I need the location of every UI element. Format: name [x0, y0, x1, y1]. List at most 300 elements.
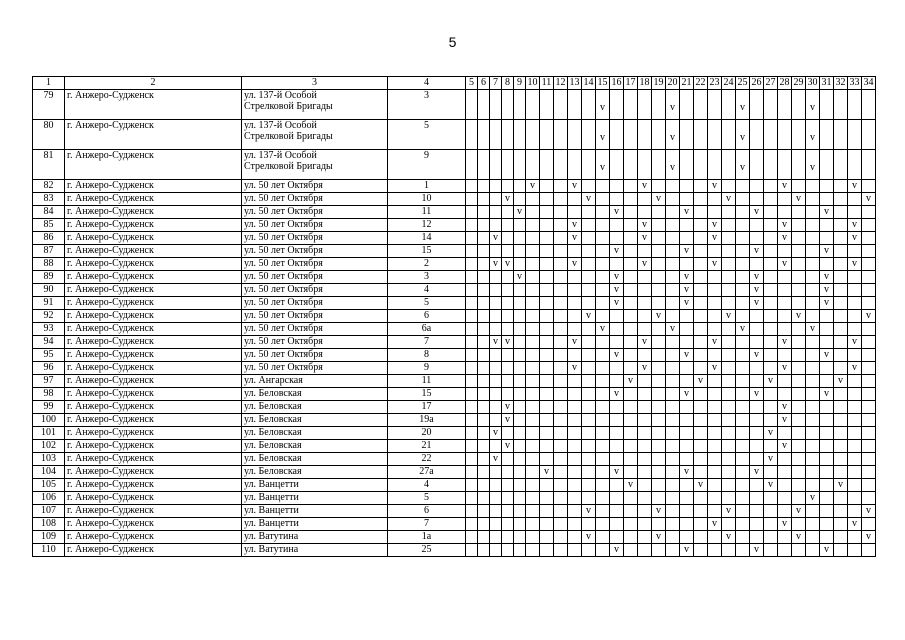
day-cell-30	[806, 150, 820, 180]
day-cell-24	[722, 362, 736, 375]
day-cell-27	[764, 284, 778, 297]
check-mark: v	[684, 349, 689, 360]
table-row	[33, 271, 876, 284]
day-cell-11	[540, 453, 554, 466]
day-cell-10	[526, 258, 540, 271]
day-cell-5	[466, 323, 478, 336]
row-number: 109	[33, 531, 65, 544]
day-cell-19	[652, 388, 666, 401]
day-cell-6	[478, 453, 490, 466]
street-cell	[242, 466, 388, 479]
day-cell-14	[582, 336, 596, 349]
day-cell-27	[764, 427, 778, 440]
row-number: 98	[33, 388, 65, 401]
check-mark: v	[684, 388, 689, 399]
day-cell-25	[736, 232, 750, 245]
day-cell-15	[596, 492, 610, 505]
check-mark: v	[698, 479, 703, 490]
day-cell-30	[806, 466, 820, 479]
column-header-21: 21	[681, 77, 692, 88]
day-cell-33	[848, 271, 862, 284]
day-cell-13	[568, 362, 582, 375]
day-cell-5	[466, 505, 478, 518]
check-mark: v	[726, 531, 731, 542]
day-cell-30	[806, 120, 820, 150]
street-line: ул. 50 лет Октября	[244, 206, 323, 217]
city-cell: г. Анжеро-Судженск	[65, 505, 242, 518]
day-cell-32	[834, 284, 848, 297]
day-cell-15	[596, 90, 610, 120]
check-mark: v	[754, 466, 759, 477]
day-cell-31	[820, 90, 834, 120]
day-cell-19	[652, 232, 666, 245]
day-cell-9	[514, 193, 526, 206]
day-cell-30	[806, 193, 820, 206]
street-cell	[242, 388, 388, 401]
city-cell: г. Анжеро-Судженск	[65, 479, 242, 492]
street-cell	[242, 505, 388, 518]
day-cell-12	[554, 180, 568, 193]
day-cell-34	[862, 336, 876, 349]
column-header-26: 26	[751, 77, 762, 88]
day-cell-14	[582, 440, 596, 453]
column-header-23: 23	[709, 77, 720, 88]
day-cell-11	[540, 271, 554, 284]
day-cell-24	[722, 90, 736, 120]
day-cell-8	[502, 440, 514, 453]
check-mark: v	[493, 258, 498, 269]
day-cell-29	[792, 193, 806, 206]
street-line: ул. 50 лет Октября	[244, 232, 323, 243]
city-cell: г. Анжеро-Судженск	[65, 362, 242, 375]
day-cell-14	[582, 388, 596, 401]
day-cell-22	[694, 401, 708, 414]
check-mark: v	[614, 297, 619, 308]
check-mark: v	[614, 388, 619, 399]
day-cell-13	[568, 258, 582, 271]
table-row	[33, 284, 876, 297]
day-cell-8	[502, 297, 514, 310]
day-cell-14	[582, 492, 596, 505]
day-cell-26	[750, 466, 764, 479]
row-number: 82	[33, 180, 65, 193]
day-cell-14	[582, 375, 596, 388]
day-cell-9	[514, 414, 526, 427]
day-cell-33	[848, 427, 862, 440]
day-cell-13	[568, 388, 582, 401]
day-cell-21	[680, 193, 694, 206]
day-cell-9	[514, 336, 526, 349]
house-number-cell: 2	[388, 258, 466, 271]
check-mark: v	[530, 180, 535, 191]
house-number-cell: 27а	[388, 466, 466, 479]
day-cell-23	[708, 120, 722, 150]
day-cell-21	[680, 466, 694, 479]
day-cell-27	[764, 440, 778, 453]
check-mark: v	[740, 102, 745, 113]
day-cell-5	[466, 120, 478, 150]
day-cell-16	[610, 150, 624, 180]
day-cell-25	[736, 323, 750, 336]
day-cell-22	[694, 544, 708, 557]
day-cell-5	[466, 388, 478, 401]
check-mark: v	[517, 206, 522, 217]
day-cell-19	[652, 375, 666, 388]
day-cell-18	[638, 284, 652, 297]
day-cell-17	[624, 362, 638, 375]
day-cell-15	[596, 245, 610, 258]
day-cell-12	[554, 284, 568, 297]
day-cell-15	[596, 206, 610, 219]
day-cell-6	[478, 150, 490, 180]
day-cell-10	[526, 401, 540, 414]
day-cell-29	[792, 375, 806, 388]
day-cell-18	[638, 375, 652, 388]
day-cell-31	[820, 349, 834, 362]
day-cell-30	[806, 336, 820, 349]
check-mark: v	[754, 349, 759, 360]
day-cell-34	[862, 401, 876, 414]
check-mark: v	[684, 466, 689, 477]
house-number-cell: 6а	[388, 323, 466, 336]
day-cell-30	[806, 349, 820, 362]
day-cell-14	[582, 297, 596, 310]
street-cell	[242, 518, 388, 531]
day-cell-22	[694, 427, 708, 440]
check-mark: v	[754, 297, 759, 308]
street-line: ул. Ванцетти	[244, 518, 299, 529]
check-mark: v	[852, 180, 857, 191]
day-cell-5	[466, 310, 478, 323]
day-cell-18	[638, 219, 652, 232]
day-cell-28	[778, 258, 792, 271]
day-cell-18	[638, 505, 652, 518]
day-cell-7	[490, 466, 502, 479]
day-cell-8	[502, 90, 514, 120]
day-cell-8	[502, 219, 514, 232]
street-cell	[242, 375, 388, 388]
day-cell-34	[862, 232, 876, 245]
day-cell-20	[666, 258, 680, 271]
day-cell-11	[540, 120, 554, 150]
check-mark: v	[642, 180, 647, 191]
check-mark: v	[684, 271, 689, 282]
day-cell-10	[526, 150, 540, 180]
day-cell-14	[582, 219, 596, 232]
day-cell-14	[582, 271, 596, 284]
day-cell-30	[806, 297, 820, 310]
day-cell-16	[610, 466, 624, 479]
table-row	[33, 258, 876, 271]
day-cell-7	[490, 518, 502, 531]
day-cell-20	[666, 492, 680, 505]
row-number: 104	[33, 466, 65, 479]
street-cell	[242, 427, 388, 440]
day-cell-12	[554, 518, 568, 531]
day-cell-18	[638, 466, 652, 479]
day-cell-26	[750, 245, 764, 258]
day-cell-21	[680, 310, 694, 323]
city-cell: г. Анжеро-Судженск	[65, 310, 242, 323]
table-row	[33, 193, 876, 206]
day-cell-17	[624, 219, 638, 232]
day-cell-17	[624, 440, 638, 453]
day-cell-15	[596, 258, 610, 271]
day-cell-5	[466, 466, 478, 479]
day-cell-30	[806, 271, 820, 284]
day-cell-13	[568, 505, 582, 518]
day-cell-33	[848, 349, 862, 362]
day-cell-19	[652, 258, 666, 271]
day-cell-32	[834, 150, 848, 180]
day-cell-8	[502, 284, 514, 297]
column-header-18: 18	[639, 77, 650, 88]
day-cell-23	[708, 323, 722, 336]
day-cell-14	[582, 479, 596, 492]
day-cell-27	[764, 271, 778, 284]
day-cell-25	[736, 297, 750, 310]
day-cell-32	[834, 453, 848, 466]
day-cell-19	[652, 284, 666, 297]
day-cell-8	[502, 150, 514, 180]
day-cell-12	[554, 401, 568, 414]
check-mark: v	[824, 284, 829, 295]
day-cell-23	[708, 258, 722, 271]
day-cell-27	[764, 232, 778, 245]
row-number: 97	[33, 375, 65, 388]
column-header-33: 33	[849, 77, 860, 88]
day-cell-12	[554, 479, 568, 492]
day-cell-11	[540, 362, 554, 375]
day-cell-7	[490, 245, 502, 258]
day-cell-8	[502, 375, 514, 388]
check-mark: v	[572, 362, 577, 373]
row-number: 96	[33, 362, 65, 375]
table-row	[33, 414, 876, 427]
house-number-cell: 6	[388, 310, 466, 323]
day-cell-16	[610, 310, 624, 323]
day-cell-21	[680, 284, 694, 297]
day-cell-13	[568, 120, 582, 150]
day-cell-34	[862, 440, 876, 453]
column-header-11: 11	[540, 77, 554, 90]
day-cell-26	[750, 271, 764, 284]
day-cell-22	[694, 258, 708, 271]
day-cell-14	[582, 206, 596, 219]
day-cell-10	[526, 336, 540, 349]
day-cell-34	[862, 323, 876, 336]
day-cell-29	[792, 349, 806, 362]
street-cell	[242, 297, 388, 310]
day-cell-21	[680, 362, 694, 375]
day-cell-15	[596, 193, 610, 206]
day-cell-19	[652, 440, 666, 453]
street-line: ул. 137-й Особой	[244, 120, 317, 131]
day-cell-15	[596, 479, 610, 492]
house-number-cell: 15	[388, 245, 466, 258]
day-cell-32	[834, 505, 848, 518]
day-cell-14	[582, 427, 596, 440]
day-cell-27	[764, 375, 778, 388]
day-cell-14	[582, 284, 596, 297]
city-cell: г. Анжеро-Судженск	[65, 518, 242, 531]
day-cell-31	[820, 258, 834, 271]
day-cell-31	[820, 193, 834, 206]
day-cell-16	[610, 206, 624, 219]
day-cell-16	[610, 544, 624, 557]
day-cell-15	[596, 440, 610, 453]
day-cell-34	[862, 120, 876, 150]
street-line: ул. 50 лет Октября	[244, 297, 323, 308]
check-mark: v	[824, 349, 829, 360]
check-mark: v	[810, 492, 815, 503]
day-cell-5	[466, 375, 478, 388]
table-row	[33, 440, 876, 453]
city-cell: г. Анжеро-Судженск	[65, 375, 242, 388]
column-header-32: 32	[835, 77, 846, 88]
day-cell-29	[792, 219, 806, 232]
day-cell-14	[582, 349, 596, 362]
day-cell-27	[764, 518, 778, 531]
day-cell-11	[540, 466, 554, 479]
day-cell-32	[834, 180, 848, 193]
day-cell-7	[490, 531, 502, 544]
day-cell-20	[666, 505, 680, 518]
house-number-cell: 21	[388, 440, 466, 453]
day-cell-8	[502, 492, 514, 505]
day-cell-25	[736, 258, 750, 271]
street-cell	[242, 453, 388, 466]
day-cell-13	[568, 453, 582, 466]
day-cell-8	[502, 453, 514, 466]
day-cell-5	[466, 492, 478, 505]
day-cell-7	[490, 362, 502, 375]
check-mark: v	[684, 544, 689, 555]
day-cell-29	[792, 505, 806, 518]
street-line: ул. Беловская	[244, 440, 302, 451]
day-cell-7	[490, 492, 502, 505]
day-cell-10	[526, 388, 540, 401]
row-number: 92	[33, 310, 65, 323]
day-cell-28	[778, 440, 792, 453]
check-mark: v	[572, 336, 577, 347]
day-cell-6	[478, 518, 490, 531]
day-cell-11	[540, 232, 554, 245]
city-cell: г. Анжеро-Судженск	[65, 401, 242, 414]
day-cell-29	[792, 232, 806, 245]
day-cell-33	[848, 206, 862, 219]
day-cell-22	[694, 180, 708, 193]
day-cell-27	[764, 150, 778, 180]
day-cell-17	[624, 479, 638, 492]
day-cell-11	[540, 544, 554, 557]
day-cell-32	[834, 90, 848, 120]
column-header-28: 28	[779, 77, 790, 88]
day-cell-16	[610, 401, 624, 414]
day-cell-11	[540, 440, 554, 453]
city-cell: г. Анжеро-Судженск	[65, 297, 242, 310]
day-cell-20	[666, 427, 680, 440]
day-cell-34	[862, 310, 876, 323]
check-mark: v	[852, 518, 857, 529]
day-cell-22	[694, 453, 708, 466]
street-line: ул. 50 лет Октября	[244, 284, 323, 295]
day-cell-17	[624, 297, 638, 310]
day-cell-33	[848, 232, 862, 245]
check-mark: v	[642, 219, 647, 230]
check-mark: v	[824, 297, 829, 308]
day-cell-12	[554, 349, 568, 362]
day-cell-16	[610, 271, 624, 284]
check-mark: v	[505, 193, 510, 204]
day-cell-12	[554, 544, 568, 557]
house-number-cell: 14	[388, 232, 466, 245]
check-mark: v	[712, 362, 717, 373]
day-cell-20	[666, 232, 680, 245]
check-mark: v	[628, 375, 633, 386]
day-cell-34	[862, 427, 876, 440]
day-cell-14	[582, 193, 596, 206]
day-cell-30	[806, 401, 820, 414]
check-mark: v	[782, 180, 787, 191]
day-cell-22	[694, 219, 708, 232]
day-cell-30	[806, 453, 820, 466]
check-mark: v	[614, 271, 619, 282]
day-cell-32	[834, 193, 848, 206]
street-line: ул. 137-й Особой	[244, 90, 317, 101]
day-cell-23	[708, 466, 722, 479]
day-cell-34	[862, 90, 876, 120]
day-cell-17	[624, 492, 638, 505]
check-mark: v	[698, 375, 703, 386]
check-mark: v	[600, 102, 605, 113]
check-mark: v	[670, 102, 675, 113]
day-cell-8	[502, 271, 514, 284]
house-number-cell: 4	[388, 479, 466, 492]
row-number: 103	[33, 453, 65, 466]
day-cell-33	[848, 310, 862, 323]
day-cell-16	[610, 453, 624, 466]
street-cell	[242, 206, 388, 219]
day-cell-10	[526, 323, 540, 336]
day-cell-17	[624, 323, 638, 336]
day-cell-33	[848, 90, 862, 120]
day-cell-17	[624, 401, 638, 414]
day-cell-21	[680, 531, 694, 544]
day-cell-17	[624, 466, 638, 479]
day-cell-33	[848, 180, 862, 193]
check-mark: v	[505, 401, 510, 412]
day-cell-8	[502, 401, 514, 414]
street-cell	[242, 323, 388, 336]
day-cell-8	[502, 531, 514, 544]
day-cell-11	[540, 505, 554, 518]
day-cell-8	[502, 258, 514, 271]
day-cell-15	[596, 349, 610, 362]
day-cell-12	[554, 427, 568, 440]
table-row	[33, 427, 876, 440]
day-cell-18	[638, 349, 652, 362]
day-cell-32	[834, 120, 848, 150]
check-mark: v	[586, 531, 591, 542]
day-cell-29	[792, 310, 806, 323]
house-number-cell: 6	[388, 505, 466, 518]
row-number: 99	[33, 401, 65, 414]
day-cell-8	[502, 388, 514, 401]
day-cell-12	[554, 258, 568, 271]
table-row	[33, 245, 876, 258]
street-cell	[242, 544, 388, 557]
